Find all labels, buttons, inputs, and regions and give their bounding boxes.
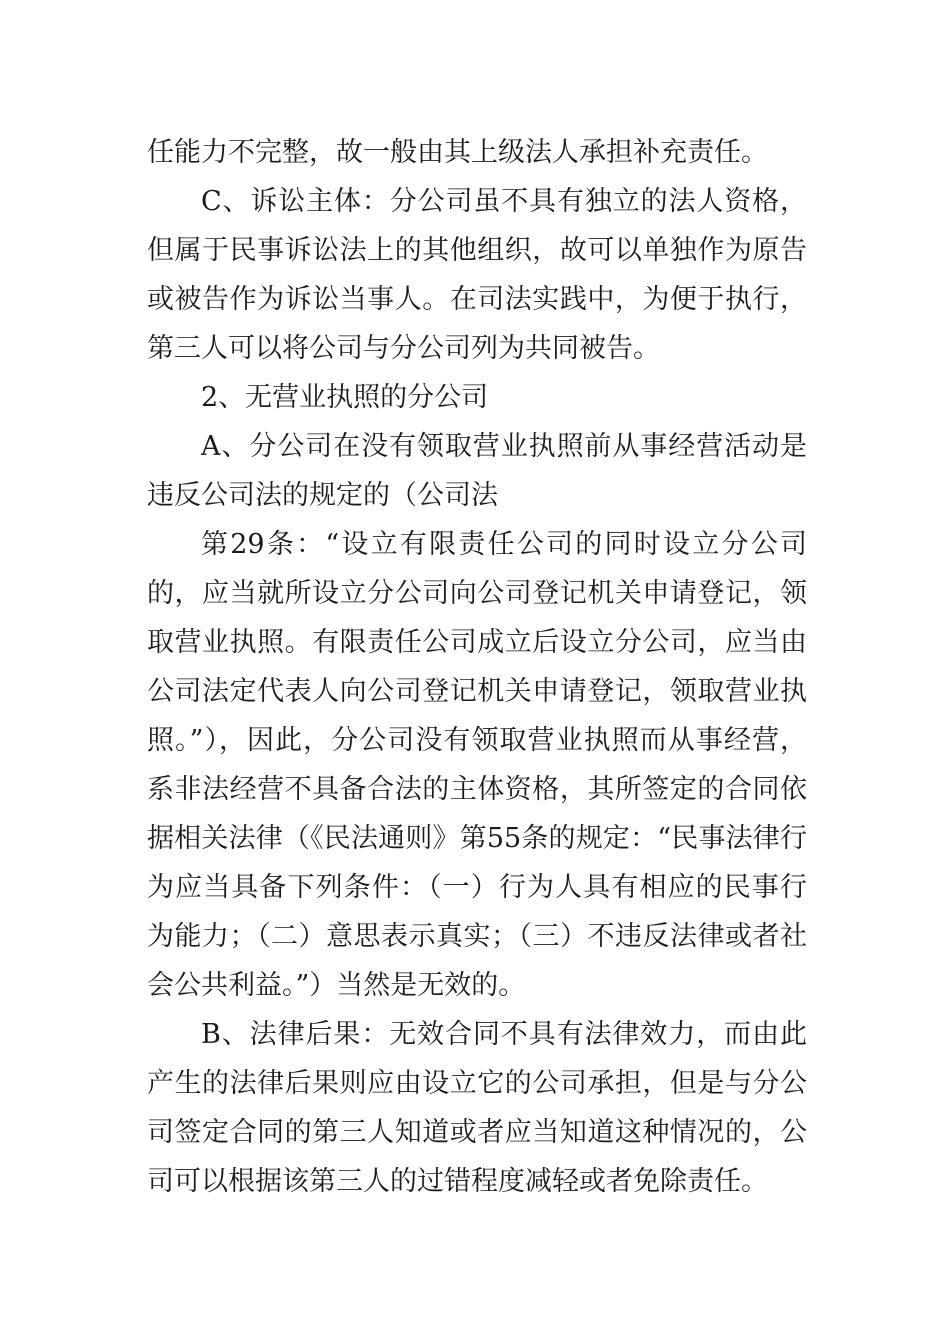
paragraph-continuation: 任能力不完整，故一般由其上级法人承担补充责任。 xyxy=(147,137,768,168)
paragraph-litigation-subject: C、诉讼主体：分公司虽不具有独立的法人资格，但属于民事诉讼法上的其他组织，故可以单独作为原告或被告作为诉讼当事人。在司法实践中，为便于执行，第三人可以将公司与分公司列为共同被告。 xyxy=(147,186,807,364)
section-heading-unlicensed-branch: 2、无营业执照的分公司 xyxy=(201,382,489,413)
document-body xyxy=(147,128,807,1206)
paragraph-legal-consequences: B、法律后果：无效合同不具有法律效力，而由此产生的法律后果则应由设立它的公司承担，但是与分公司签定合同的第三人知道或者应当知道这种情况的，公司可以根据该第三人的过错程度减轻或者免除责任。 xyxy=(147,1019,807,1197)
paragraph-article-29: 第29条：“设立有限责任公司的同时设立分公司的，应当就所设立分公司向公司登记机关申请登记，领取营业执照。有限责任公司成立后设立分公司，应当由公司法定代表人向公司登记机关申请登记，领取营业执照。”），因此，分公司没有领取营业执照而从事经营，系非法经营不具备合法的主体资格，其所签定的合同依据相关法律（《民法通则》第55条的规定：“民事法律行为应当具备下列条件：（一）行为人具有相应的民事行为能力；（二）意思表示真实；（三）不违反法律或者社会公共利益。”）当然是无效的。 xyxy=(147,529,807,1001)
paragraph-point-a: A、分公司在没有领取营业执照前从事经营活动是违反公司法的规定的（公司法 xyxy=(147,431,807,511)
